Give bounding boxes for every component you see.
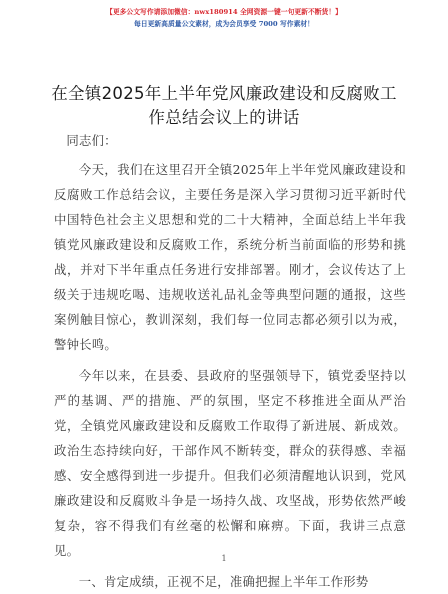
document-body (54, 128, 406, 594)
promo-banner-line-2: 每日更新高质量公文素材，成为会员享受 7000 写作素材！ (134, 20, 314, 28)
section-heading-1: 一、肯定成绩，正视不足，准确把握上半年工作形势 (78, 574, 369, 589)
promo-banner-line-1: 【更多公文写作请添加微信：nwx180914 全网资源一键一句更新不断货！】 (106, 8, 342, 16)
document-title (40, 82, 408, 130)
page-number: 1 (221, 554, 227, 563)
paragraph-2: 今年以来，在县委、县政府的坚强领导下，镇党委坚持以严的基调、严的措施、严的氛围，坚定不移推进全面从严治党，全镇党风廉政建设和反腐败工作取得了新进展、新成效。政治生态持续向好，干部作风不断转变，群众的获得感、幸福感、安全感得到进一步提升。但我们必须清醒地认识到，党风廉政建设和反腐败斗争是一场持久战、攻坚战，形势依然严峻复杂，容不得我们有丝毫的松懈和麻痹。下面，我讲三点意见。 (54, 368, 406, 558)
document-title-line-2: 作总结会议上的讲话 (148, 108, 300, 127)
paragraph-1: 今天，我们在这里召开全镇2025年上半年党风廉政建设和反腐败工作总结会议，主要任务是深入学习贯彻习近平新时代中国特色社会主义思想和党的二十大精神，全面总结上半年我镇党风廉政建设和反腐败工作，系统分析当前面临的形势和挑战，并对下半年重点任务进行安排部署。刚才，会议传达了上级关于违规吃喝、违规收送礼品礼金等典型问题的通报，这些案例触目惊心，教训深刻，我们每一位同志都必须引以为戒，警钟长鸣。 (54, 162, 406, 352)
promo-banner (0, 6, 448, 30)
document-title-line-1: 在全镇2025年上半年党风廉政建设和反腐败工 (51, 84, 397, 103)
greeting: 同志们： (66, 133, 117, 148)
